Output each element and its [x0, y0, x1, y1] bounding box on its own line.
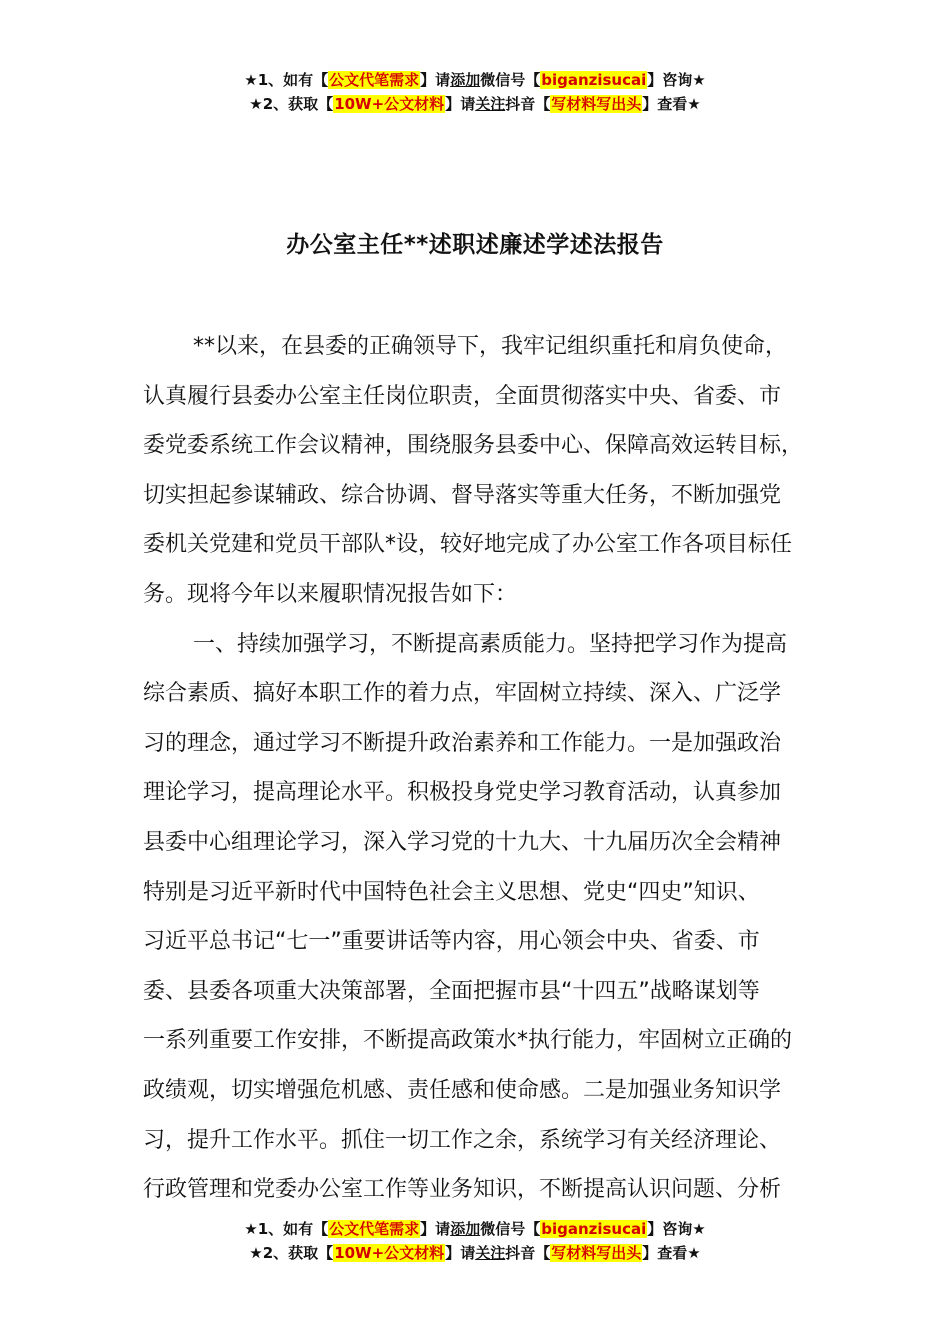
banner-douyin-id: 写材料写出头 [551, 95, 642, 113]
header-banner [0, 68, 950, 116]
banner-line-2 [0, 92, 950, 116]
body-line: 务。现将今年以来履职情况报告如下： [143, 581, 518, 607]
banner-emphasis: 添加 [450, 1220, 481, 1238]
banner-text: ★2、获取【 [249, 95, 334, 113]
banner-text: 】请 [445, 1244, 476, 1262]
body-line: 特别是习近平新时代中国特色社会主义思想、党史“四史”知识、 [143, 879, 760, 905]
banner-text: 】查看★ [642, 95, 701, 113]
banner-text: 微信号【 [480, 71, 541, 89]
banner-emphasis: 关注 [475, 1244, 506, 1262]
banner-text: 】请 [420, 1220, 451, 1238]
banner-text: 抖音【 [505, 1244, 551, 1262]
banner-text: 】咨询★ [647, 1220, 706, 1238]
banner-line-1 [0, 1217, 950, 1241]
banner-highlight: 公文代笔需求 [329, 71, 420, 89]
banner-wechat-id: biganzisucai [541, 1220, 647, 1238]
body-line: 县委中心组理论学习，深入学习党的十九大、十九届历次全会精神 [143, 829, 782, 855]
banner-highlight: 10W+公文材料 [334, 95, 445, 113]
banner-text: 】咨询★ [647, 71, 706, 89]
body-line: 综合素质、搞好本职工作的着力点，牢固树立持续、深入、广泛学 [143, 681, 782, 707]
body-line: 一、持续加强学习，不断提高素质能力。坚持把学习作为提高 [193, 631, 788, 657]
banner-highlight: 10W+公文材料 [334, 1244, 445, 1262]
footer-banner [0, 1217, 950, 1265]
banner-text: 微信号【 [480, 1220, 541, 1238]
body-line: 一系列重要工作安排，不断提高政策水*执行能力，牢固树立正确的 [143, 1028, 793, 1054]
banner-line-1 [0, 68, 950, 92]
body-line: 委机关党建和党员干部队*设，较好地完成了办公室工作各项目标任 [143, 532, 793, 558]
banner-text: ★1、如有【 [244, 71, 329, 89]
body-line: 认真履行县委办公室主任岗位职责，全面贯彻落实中央、省委、市 [143, 383, 782, 409]
body-line: 委、县委各项重大决策部署，全面把握市县“十四五”战略谋划等 [143, 978, 760, 1004]
banner-text: 】请 [445, 95, 476, 113]
banner-emphasis: 添加 [450, 71, 481, 89]
body-line: 委党委系统工作会议精神，围绕服务县委中心、保障高效运转目标， [143, 433, 804, 459]
banner-emphasis: 关注 [475, 95, 506, 113]
document-body [143, 322, 833, 1215]
body-line: 政绩观，切实增强危机感、责任感和使命感。二是加强业务知识学 [143, 1077, 782, 1103]
body-line: 切实担起参谋辅政、综合协调、督导落实等重大任务，不断加强党 [143, 482, 782, 508]
banner-douyin-id: 写材料写出头 [551, 1244, 642, 1262]
banner-text: ★2、获取【 [249, 1244, 334, 1262]
banner-line-2 [0, 1241, 950, 1265]
body-line: 习近平总书记“七一”重要讲话等内容，用心领会中央、省委、市 [143, 929, 760, 955]
body-line: 理论学习，提高理论水平。积极投身党史学习教育活动，认真参加 [143, 780, 782, 806]
banner-text: 】查看★ [642, 1244, 701, 1262]
banner-highlight: 公文代笔需求 [329, 1220, 420, 1238]
banner-text: 】请 [420, 71, 451, 89]
body-line: **以来，在县委的正确领导下，我牢记组织重托和肩负使命， [193, 334, 788, 359]
banner-wechat-id: biganzisucai [541, 71, 647, 89]
body-line: 习的理念，通过学习不断提升政治素养和工作能力。一是加强政治 [143, 730, 782, 756]
body-line: 行政管理和党委办公室工作等业务知识，不断提高认识问题、分析 [143, 1177, 782, 1203]
banner-text: 抖音【 [505, 95, 551, 113]
body-line: 习，提升工作水平。抓住一切工作之余，系统学习有关经济理论、 [143, 1127, 782, 1153]
banner-text: ★1、如有【 [244, 1220, 329, 1238]
document-title: 办公室主任**述职述廉述学述法报告 [286, 232, 664, 258]
